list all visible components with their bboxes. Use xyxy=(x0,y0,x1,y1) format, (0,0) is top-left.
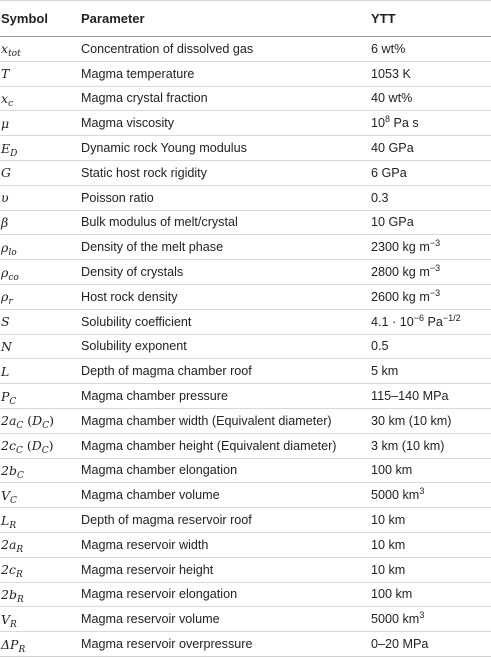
symbol-symbol-sub: R xyxy=(16,545,24,556)
table-row xyxy=(0,235,491,260)
value-cell: 3 km (10 km) xyxy=(371,433,491,458)
symbol-symbol-sub: c xyxy=(8,98,14,109)
header-symbol: Symbol xyxy=(0,1,80,37)
symbol-cell xyxy=(0,235,80,260)
symbol-cell xyxy=(0,433,80,458)
value-cell: 100 km xyxy=(371,458,491,483)
parameter-cell: Magma temperature xyxy=(80,61,371,86)
symbol-cell xyxy=(0,111,80,136)
symbol-cell xyxy=(0,260,80,285)
symbol-symbol: V xyxy=(1,487,11,503)
value-value-sup: 3 xyxy=(419,610,425,621)
symbol-cell xyxy=(0,557,80,582)
symbol-cell xyxy=(0,532,80,557)
symbol-cell xyxy=(0,210,80,235)
table-row xyxy=(0,384,491,409)
value-cell: 30 km (10 km) xyxy=(371,408,491,433)
symbol-symbol: ΔP xyxy=(1,636,19,652)
value-cell: 5 km xyxy=(371,359,491,384)
value-cell xyxy=(371,309,491,334)
parameter-cell: Magma crystal fraction xyxy=(80,86,371,111)
symbol-symbol-sub: R xyxy=(10,619,17,630)
symbol-symbol-pre: 2c xyxy=(1,438,16,454)
parameter-cell: Magma reservoir volume xyxy=(80,607,371,632)
value-cell: 100 km xyxy=(371,582,491,607)
value-value-base: 10 xyxy=(371,116,386,131)
symbol-symbol-paren: D xyxy=(31,438,42,454)
parameter-cell: Magma chamber elongation xyxy=(80,458,371,483)
symbol-symbol-sub: co xyxy=(8,272,19,283)
symbol-symbol-pre: 2c xyxy=(1,562,16,578)
symbol-symbol-sub: r xyxy=(8,297,13,308)
symbol-symbol: υ xyxy=(1,190,9,206)
parameter-cell: Density of the melt phase xyxy=(80,235,371,260)
paren-close: ) xyxy=(49,413,54,429)
symbol-symbol-pre: 2b xyxy=(1,462,17,478)
header-parameter: Parameter xyxy=(80,1,371,37)
header-value: YTT xyxy=(371,1,491,37)
symbol-symbol-pre: 2b xyxy=(1,586,17,602)
symbol-symbol-paren: D xyxy=(32,413,43,429)
header-row xyxy=(0,1,491,37)
table-row xyxy=(0,508,491,533)
symbol-symbol: E xyxy=(1,140,11,156)
symbol-cell xyxy=(0,359,80,384)
symbol-symbol: S xyxy=(1,314,10,330)
table-row xyxy=(0,458,491,483)
table-row xyxy=(0,309,491,334)
paren-open: ( xyxy=(23,413,33,429)
parameter-cell: Magma chamber width (Equivalent diameter) xyxy=(80,408,371,433)
symbol-symbol-sub: C xyxy=(16,421,24,432)
table-row xyxy=(0,408,491,433)
table-body xyxy=(0,37,491,657)
symbol-cell xyxy=(0,185,80,210)
symbol-cell xyxy=(0,37,80,62)
value-cell xyxy=(371,483,491,508)
symbol-symbol-sub: R xyxy=(16,594,24,605)
symbol-symbol: P xyxy=(1,388,10,404)
symbol-cell xyxy=(0,334,80,359)
table-row xyxy=(0,532,491,557)
value-value-base: 2800 kg m xyxy=(371,265,430,280)
parameter-cell: Magma viscosity xyxy=(80,111,371,136)
symbol-cell xyxy=(0,458,80,483)
symbol-symbol: N xyxy=(1,338,12,354)
parameter-cell: Dynamic rock Young modulus xyxy=(80,136,371,161)
table-row xyxy=(0,37,491,62)
value-cell: 10 km xyxy=(371,508,491,533)
value-value-sup: −6 xyxy=(413,312,424,323)
value-cell: 6 GPa xyxy=(371,160,491,185)
value-value-sup: −3 xyxy=(429,263,441,274)
value-value-base: 4.1 · 10 xyxy=(371,314,414,329)
symbol-symbol: x xyxy=(1,90,9,106)
symbol-symbol: ρ xyxy=(1,264,9,280)
value-value-mid: Pa xyxy=(423,314,443,329)
symbol-cell xyxy=(0,309,80,334)
parameter-cell: Magma chamber height (Equivalent diameter) xyxy=(80,433,371,458)
symbol-symbol-pre: 2a xyxy=(1,413,17,429)
symbol-symbol-sub: lo xyxy=(8,247,17,258)
value-value-base: 2600 kg m xyxy=(371,289,430,304)
table-row xyxy=(0,210,491,235)
symbol-cell xyxy=(0,160,80,185)
symbol-cell xyxy=(0,86,80,111)
symbol-symbol-sub: R xyxy=(15,570,23,581)
parameter-cell: Solubility coefficient xyxy=(80,309,371,334)
value-value-sup: 3 xyxy=(419,486,425,497)
parameter-cell: Solubility exponent xyxy=(80,334,371,359)
parameter-cell: Depth of magma reservoir roof xyxy=(80,508,371,533)
symbol-symbol-sub: C xyxy=(15,446,23,457)
symbol-symbol-sub: D xyxy=(10,148,18,159)
value-cell: 0.3 xyxy=(371,185,491,210)
symbol-symbol-paren-sub: C xyxy=(41,446,49,457)
value-value-sup: 8 xyxy=(385,114,391,125)
symbol-cell xyxy=(0,136,80,161)
symbol-cell xyxy=(0,61,80,86)
parameter-cell: Density of crystals xyxy=(80,260,371,285)
value-cell: 40 GPa xyxy=(371,136,491,161)
symbol-symbol-sub: tot xyxy=(8,49,21,60)
symbol-symbol: T xyxy=(1,66,10,82)
value-cell xyxy=(371,111,491,136)
symbol-cell xyxy=(0,632,80,657)
symbol-cell xyxy=(0,384,80,409)
symbol-symbol-paren-sub: C xyxy=(42,421,50,432)
symbol-cell xyxy=(0,483,80,508)
symbol-cell xyxy=(0,284,80,309)
symbol-cell xyxy=(0,508,80,533)
parameter-cell: Host rock density xyxy=(80,284,371,309)
value-cell: 115–140 MPa xyxy=(371,384,491,409)
parameter-cell: Magma chamber pressure xyxy=(80,384,371,409)
parameter-cell: Magma reservoir height xyxy=(80,557,371,582)
table-header xyxy=(0,1,491,37)
value-cell: 0.5 xyxy=(371,334,491,359)
value-cell xyxy=(371,284,491,309)
table-row xyxy=(0,334,491,359)
value-cell: 10 km xyxy=(371,557,491,582)
value-cell xyxy=(371,260,491,285)
symbol-cell xyxy=(0,582,80,607)
value-value-tail: Pa s xyxy=(390,116,419,131)
value-cell xyxy=(371,235,491,260)
symbol-symbol-sub: R xyxy=(18,644,26,655)
value-value-sup2: −1/2 xyxy=(442,312,461,323)
symbol-symbol-pre: 2a xyxy=(1,537,17,553)
table-row xyxy=(0,111,491,136)
value-cell: 0–20 MPa xyxy=(371,632,491,657)
parameter-cell: Static host rock rigidity xyxy=(80,160,371,185)
table-row xyxy=(0,160,491,185)
symbol-symbol: L xyxy=(1,363,10,379)
symbol-symbol: ρ xyxy=(1,239,9,255)
parameter-cell: Magma reservoir overpressure xyxy=(80,632,371,657)
symbol-cell xyxy=(0,408,80,433)
value-cell: 1053 K xyxy=(371,61,491,86)
symbol-symbol: μ xyxy=(1,115,10,131)
value-value-base: 2300 kg m xyxy=(371,240,430,255)
value-cell: 10 km xyxy=(371,532,491,557)
value-value-sup: −3 xyxy=(429,238,441,249)
parameter-cell: Magma chamber volume xyxy=(80,483,371,508)
value-cell: 6 wt% xyxy=(371,37,491,62)
table-row xyxy=(0,557,491,582)
table-row xyxy=(0,136,491,161)
symbol-symbol: x xyxy=(1,41,9,57)
parameter-cell: Magma reservoir width xyxy=(80,532,371,557)
parameter-cell: Depth of magma chamber roof xyxy=(80,359,371,384)
value-value-base: 5000 km xyxy=(371,488,420,503)
symbol-symbol: ρ xyxy=(1,289,9,305)
symbol-symbol-sub: C xyxy=(9,396,17,407)
symbol-symbol-sub: R xyxy=(9,520,17,531)
symbol-symbol-sub: C xyxy=(16,470,24,481)
table-row xyxy=(0,284,491,309)
value-value-base: 5000 km xyxy=(371,612,420,627)
table-row xyxy=(0,260,491,285)
value-cell: 10 GPa xyxy=(371,210,491,235)
paren-close: ) xyxy=(48,438,54,454)
parameter-cell: Bulk modulus of melt/crystal xyxy=(80,210,371,235)
paren-open: ( xyxy=(22,438,32,454)
symbol-symbol: G xyxy=(1,165,11,181)
parameter-cell: Concentration of dissolved gas xyxy=(80,37,371,62)
table-row xyxy=(0,582,491,607)
table-row xyxy=(0,86,491,111)
symbol-symbol: β xyxy=(1,214,9,230)
table-row xyxy=(0,359,491,384)
table-row xyxy=(0,61,491,86)
table-row xyxy=(0,483,491,508)
table-row xyxy=(0,185,491,210)
table-row xyxy=(0,433,491,458)
value-value-sup: −3 xyxy=(429,287,441,298)
value-cell: 40 wt% xyxy=(371,86,491,111)
parameter-cell: Poisson ratio xyxy=(80,185,371,210)
parameter-cell: Magma reservoir elongation xyxy=(80,582,371,607)
symbol-symbol-sub: C xyxy=(10,495,17,506)
symbol-symbol: L xyxy=(1,512,10,528)
table-row xyxy=(0,632,491,657)
symbol-symbol: V xyxy=(1,611,11,627)
